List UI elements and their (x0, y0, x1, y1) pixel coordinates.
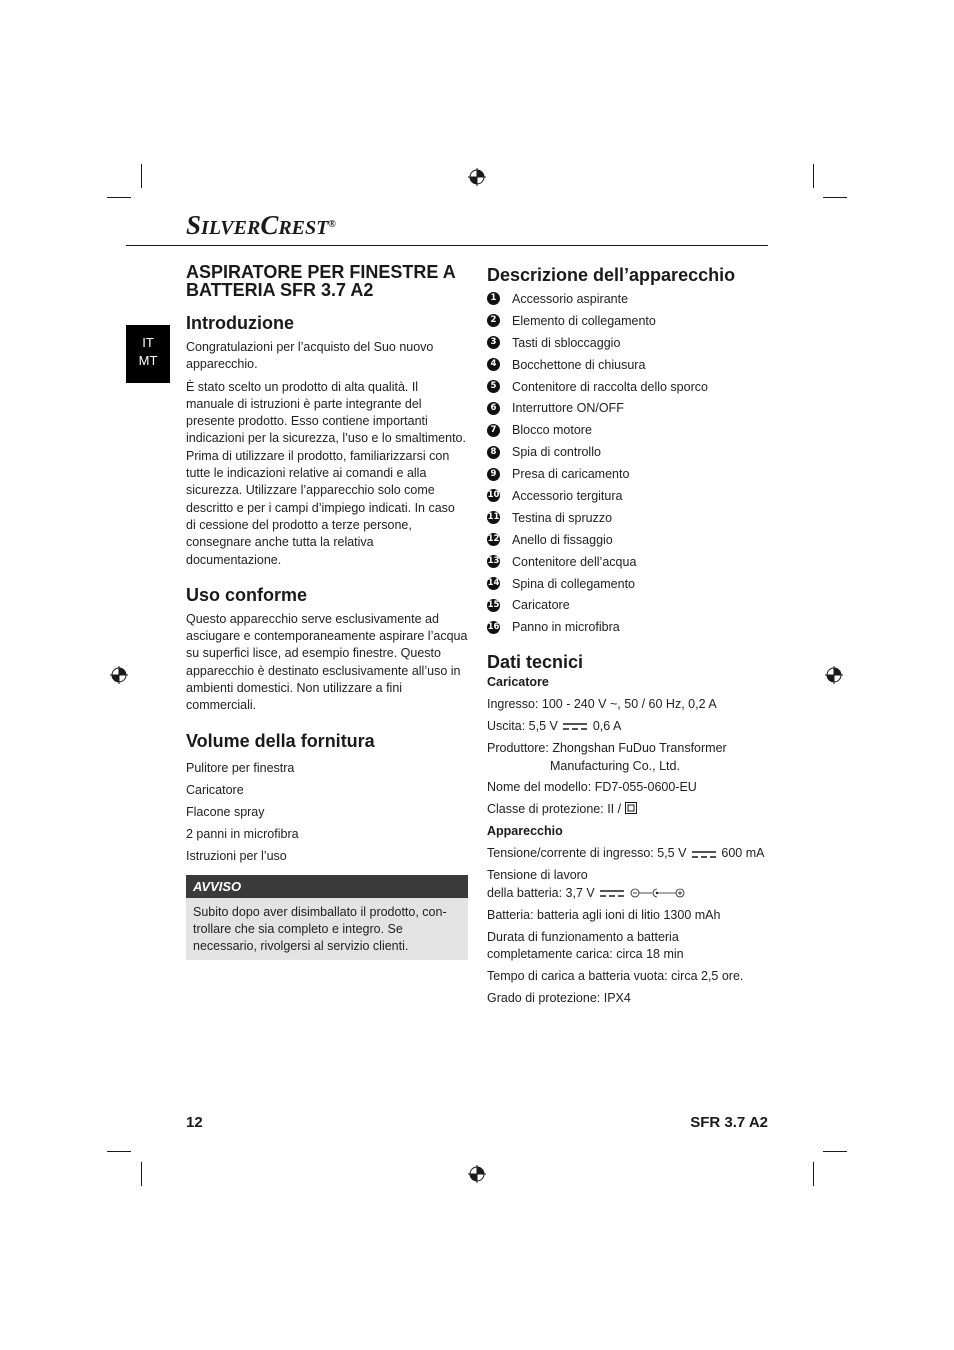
registration-mark-icon (468, 168, 486, 186)
list-item: 1 Accessorio aspirante (487, 288, 772, 310)
intro-paragraph: È stato scelto un prodotto di alta qualità. Il manuale di istruzioni è parte integrante del presente prodotto. Esso contiene importanti indicazioni per la sicurezza, l’uso e lo smaltimento. Prima di utilizzare il prodotto, familiarizzarsi con tutte le indicazioni relative ai comandi e alla sicurezza. Utilizzare l’apparecchio solo come descritto e per i campi d’impiego indicati. In caso di cessione del prodotto a terze persone, consegnare anche tutta la relativa documentazione. (186, 379, 466, 567)
scope-section (186, 729, 468, 867)
list-item: Flacone spray (186, 804, 265, 819)
intro-heading: Introduzione (186, 313, 294, 333)
list-item: 2 panni in microfibra (186, 826, 299, 841)
spec-line: Tensione/corrente di ingresso: 5,5 V 600 mA (487, 846, 765, 861)
parts-list (487, 288, 772, 638)
dc-current-icon (563, 722, 587, 731)
charger-subheading: Caricatore (487, 675, 549, 690)
notice-text: Subito dopo aver disimballato il prodotto, controllare che sia completo e integro. Se necessario, rivolgersi al servizio clienti. (193, 904, 447, 954)
crop-mark (141, 1162, 142, 1186)
document-title: ASPIRATORE PER FINESTRE A BATTERIA SFR 3.7 A2 (186, 262, 456, 300)
number-badge: 7 (487, 424, 500, 437)
list-item: 12 Anello di fissaggio (487, 532, 613, 547)
spec-line: Produttore: Zhongshan FuDuo Transformer Manufacturing Co., Ltd. (487, 741, 727, 773)
crop-mark (823, 1151, 847, 1152)
registration-mark-icon (825, 666, 843, 684)
intro-section (186, 311, 468, 569)
list-item: 10 Accessorio tergitura (487, 488, 623, 503)
number-badge: 3 (487, 336, 500, 349)
list-item: Pulitore per finestra (186, 760, 295, 775)
intended-use-heading: Uso conforme (186, 584, 308, 605)
language-code-mt: MT (138, 353, 158, 368)
number-badge: 14 (487, 578, 500, 589)
number-badge: 2 (487, 314, 500, 327)
spec-line: Ingresso: 100 - 240 V ~, 50 / 60 Hz, 0,2 A (487, 697, 717, 712)
technical-data-heading: Dati tecnici (487, 652, 584, 673)
number-badge: 15 (487, 599, 500, 610)
left-column (186, 263, 468, 960)
scope-heading: Volume della fornitura (186, 730, 375, 751)
crop-mark (141, 164, 142, 188)
list-item: 7 Blocco motore (487, 419, 772, 441)
number-badge: 9 (487, 468, 500, 481)
list-item: 4 Bocchettone di chiusura (487, 354, 772, 376)
list-item: Istruzioni per l’uso (186, 848, 287, 863)
device-subheading: Apparecchio (487, 824, 563, 839)
number-badge: 16 (487, 621, 500, 632)
right-column (487, 263, 772, 1012)
crop-mark (813, 164, 814, 188)
number-badge: 1 (487, 292, 500, 305)
intended-use-section (186, 583, 468, 715)
list-item: 9 Presa di caricamento (487, 463, 772, 485)
number-badge: 13 (487, 556, 500, 567)
notice-box (186, 875, 468, 960)
list-item: 13 Contenitore dell’acqua (487, 554, 637, 569)
list-item: 8 Spia di controllo (487, 441, 772, 463)
dc-current-icon (600, 889, 624, 898)
page-number: 12 (186, 1114, 203, 1131)
language-tab (126, 325, 170, 383)
list-item: Caricatore (186, 782, 244, 797)
language-code-it: IT (142, 335, 154, 350)
crop-mark (107, 1151, 131, 1152)
number-badge: 5 (487, 380, 500, 393)
description-heading: Descrizione dell’apparecchio (487, 265, 736, 285)
list-item: 6 Interruttore ON/OFF (487, 397, 772, 419)
list-item: 15 Caricatore (487, 598, 570, 613)
number-badge: 12 (487, 534, 500, 545)
spec-line: Tensione di lavoro della batteria: 3,7 V (487, 867, 772, 902)
spec-line: Batteria: batteria agli ioni di litio 1300 mAh (487, 907, 721, 922)
header-rule (126, 245, 768, 246)
spec-line: Nome del modello: FD7-055-0600-EU (487, 780, 697, 795)
spec-line: Grado di protezione: IPX4 (487, 990, 631, 1005)
registration-mark-icon (468, 1165, 486, 1183)
registration-mark-icon (110, 666, 128, 684)
dc-current-icon (692, 850, 716, 859)
protection-class-ii-icon (625, 802, 637, 814)
spec-line: Tempo di carica a batteria vuota: circa 2,5 ore. (487, 968, 744, 983)
list-item: 5 Contenitore di raccolta dello sporco (487, 376, 772, 398)
number-badge: 6 (487, 402, 500, 415)
number-badge: 8 (487, 446, 500, 459)
spec-line: Durata di funzionamento a batteria completamente carica: circa 18 min (487, 929, 684, 961)
list-item: 14 Spina di collegamento (487, 576, 635, 591)
number-badge: 11 (487, 512, 500, 523)
list-item: 3 Tasti di sbloccaggio (487, 332, 772, 354)
crop-mark (823, 197, 847, 198)
intended-use-paragraph: Questo apparecchio serve esclusivamente ad asciugare e contemporaneamente aspirare l’acqua su superfici lisce, ad esempio finestre. Questo apparecchio è destinato esclusivamente all’uso in ambienti domestici. Non utilizzare a fini commerciali. (186, 611, 468, 713)
polarity-icon (630, 888, 686, 898)
spec-line: Classe di protezione: II / (487, 801, 772, 818)
model-footer: SFR 3.7 A2 (690, 1114, 768, 1131)
number-badge: 4 (487, 358, 500, 371)
technical-data-section (487, 650, 772, 1007)
number-badge: 10 (487, 490, 500, 501)
list-item: 16 Panno in microfibra (487, 620, 620, 635)
scope-list (186, 757, 468, 867)
crop-mark (813, 1162, 814, 1186)
notice-title: AVVISO (186, 875, 468, 898)
spec-line: Uscita: 5,5 V 0,6 A (487, 719, 622, 734)
list-item: 2 Elemento di collegamento (487, 310, 772, 332)
brand-logo: SILVERCREST® (186, 210, 336, 240)
list-item: 11 Testina di spruzzo (487, 510, 613, 525)
crop-mark (107, 197, 131, 198)
intro-paragraph: Congratulazioni per l’acquisto del Suo nuovo apparecchio. (186, 340, 434, 372)
